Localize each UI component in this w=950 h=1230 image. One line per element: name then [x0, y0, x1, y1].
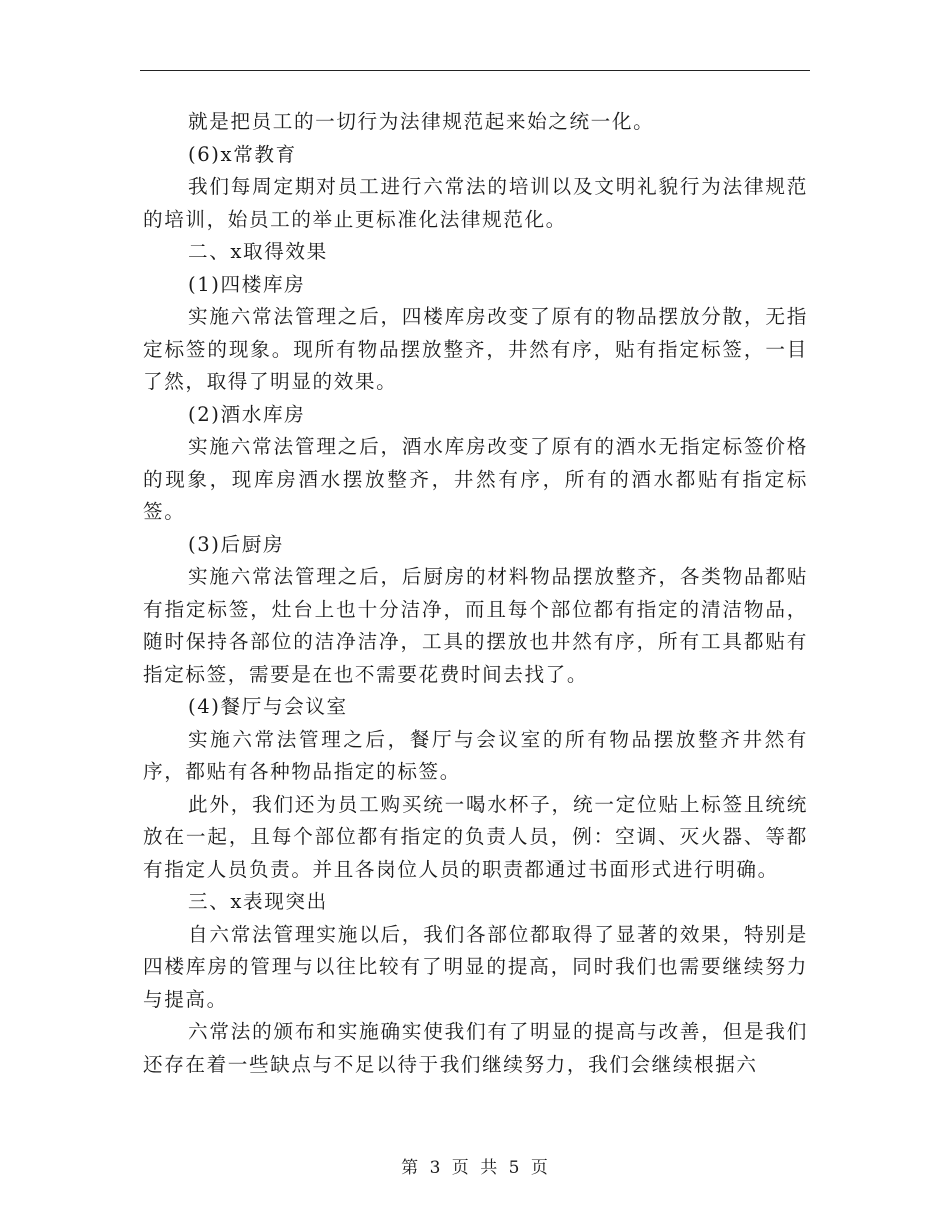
paragraph: 实施六常法管理之后，后厨房的材料物品摆放整齐，各类物品都贴有指定标签，灶台上也十分洁净，而且每个部位都有指定的清洁物品，随时保持各部位的洁净洁净，工具的摆放也井然有序，所有工具都贴有指定标签，需要是在也不需要花费时间去找了。: [143, 565, 808, 686]
section-heading: (2)酒水库房: [188, 402, 306, 426]
section-heading: (1)四楼库房: [188, 272, 306, 296]
section-heading: 三、x表现突出: [188, 890, 328, 913]
paragraph: 实施六常法管理之后，酒水库房改变了原有的酒水无指定标签价格的现象，现库房酒水摆放整齐，井然有序，所有的酒水都贴有指定标签。: [143, 435, 808, 523]
document-body: [143, 106, 808, 1081]
paragraph: 我们每周定期对员工进行六常法的培训以及文明礼貌行为法律规范的培训，始员工的举止更标准化法律规范化。: [143, 175, 808, 231]
paragraph: 就是把员工的一切行为法律规范起来始之统一化。: [188, 110, 655, 133]
paragraph: 此外，我们还为员工购买统一喝水杯子，统一定位贴上标签且统统放在一起，且每个部位都有指定的负责人员，例：空调、灭火器、等都有指定人员负责。并且各岗位人员的职责都通过书面形式进行明确。: [143, 792, 808, 881]
section-heading: (4)餐厅与会议室: [188, 695, 348, 718]
header-rule: [140, 70, 810, 71]
page-number: 第 3 页 共 5 页: [401, 1158, 549, 1178]
paragraph: 六常法的颁布和实施确实使我们有了明显的提高与改善，但是我们还存在着一些缺点与不足以待于我们继续努力，我们会继续根据六: [143, 1020, 808, 1076]
section-heading: (3)后厨房: [188, 532, 285, 556]
section-heading: 二、x取得效果: [188, 240, 328, 263]
section-heading: (6)x常教育: [188, 142, 297, 166]
paragraph: 实施六常法管理之后，四楼库房改变了原有的物品摆放分散，无指定标签的现象。现所有物品摆放整齐，井然有序，贴有指定标签，一目了然，取得了明显的效果。: [143, 305, 808, 393]
paragraph: 实施六常法管理之后，餐厅与会议室的所有物品摆放整齐井然有序，都贴有各种物品指定的标签。: [143, 727, 808, 783]
page-footer: [0, 1153, 950, 1178]
paragraph: 自六常法管理实施以后，我们各部位都取得了显著的效果，特别是四楼库房的管理与以往比较有了明显的提高，同时我们也需要继续努力与提高。: [143, 922, 808, 1011]
